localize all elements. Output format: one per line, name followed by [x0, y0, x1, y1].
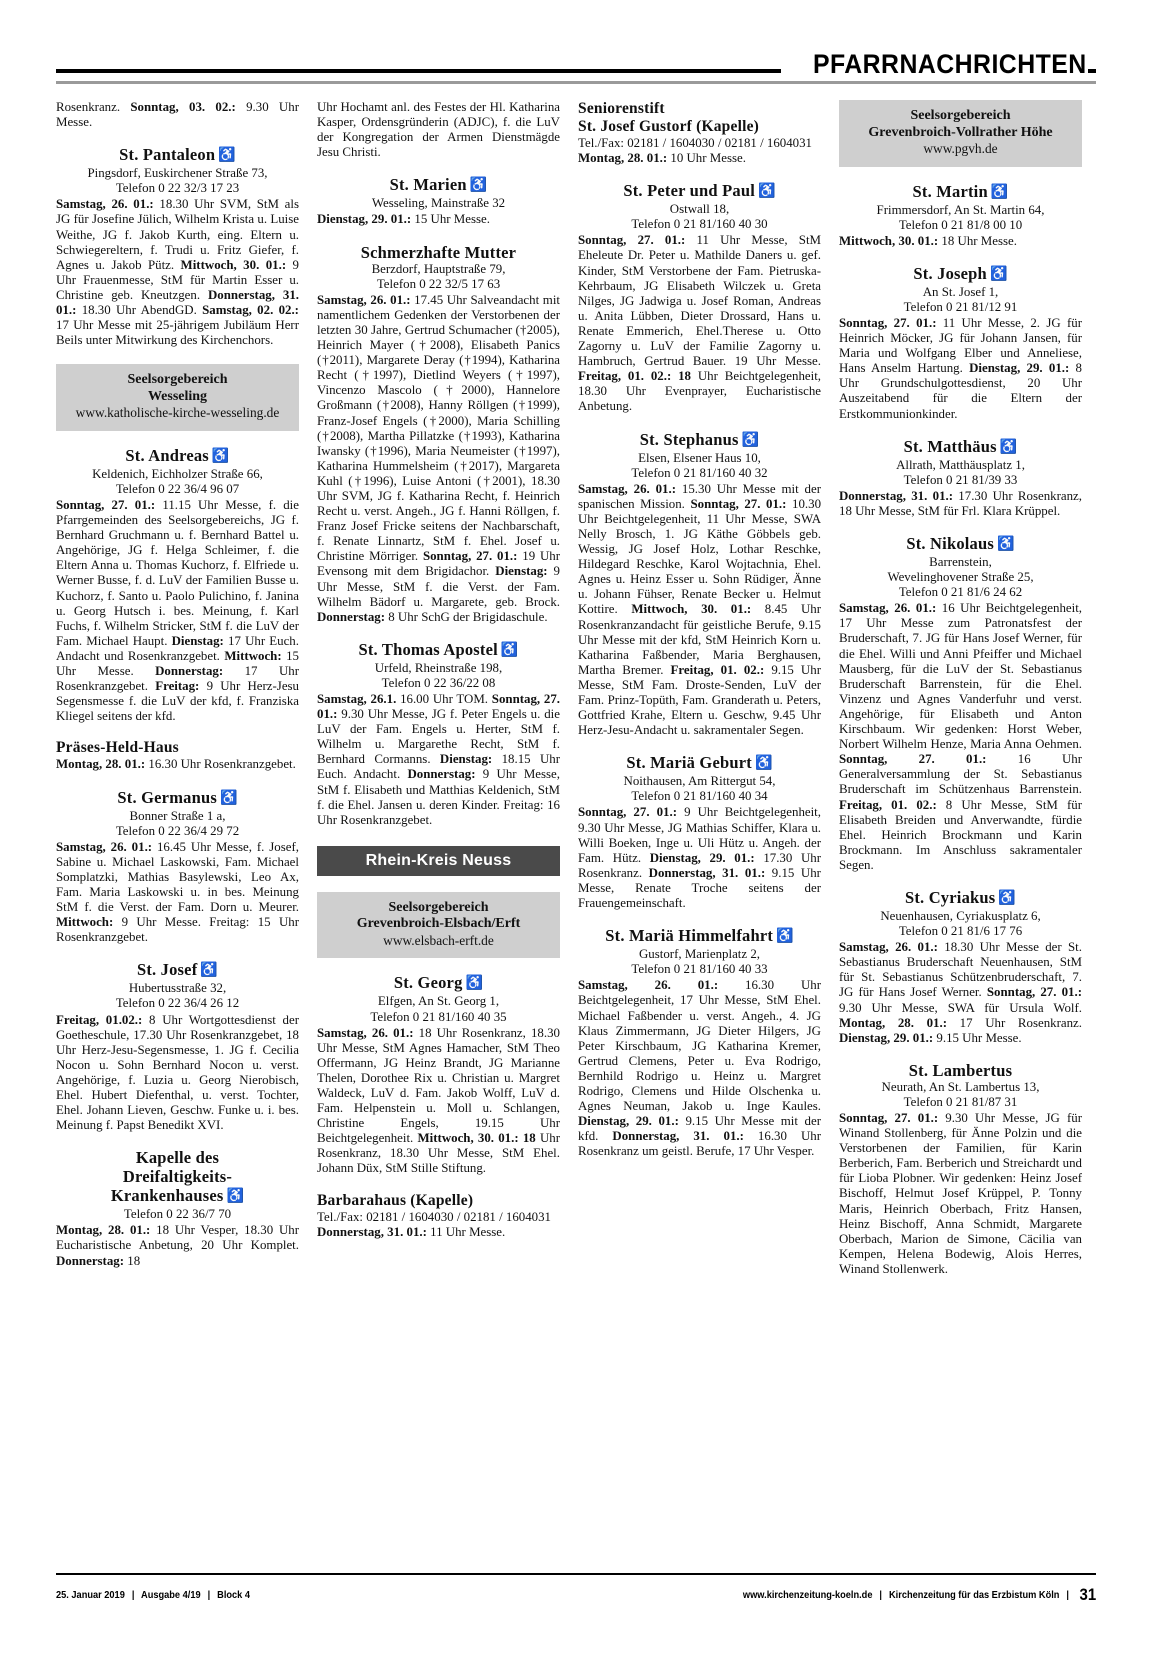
parish-heading: [839, 534, 1082, 600]
footer-separator-1: |: [131, 1589, 135, 1601]
service-schedule-paragraph: Samstag, 26. 01.: 16.30 Uhr Beichtgelegenheit, 17 Uhr Messe, StM Ehel. Michael Faßbender u. verst. Angeh., 4. JG Klaus Zimmermann, JG Dieter Hilgers, JG Peter Kirschbaum, JG Katharina Kremer, Gertrud Clemens, Peter u. Eva Rodrigo, Bernhild Rodrigo u. Heinz u. Margret Rodrigo, Clemens und Hilde Olschenka u. Agnes Neuman, Jakob u. Inge Kaules. Dienstag, 29. 01.: 9.15 Uhr Messe mit der kfd. Donnerstag, 31. 01.: 16.30 Uhr Rosenkranz um geistl. Berufe, 17 Uhr Vesper.: [578, 978, 821, 1159]
seelsorgebereich-website[interactable]: www.elsbach-erft.de: [383, 932, 494, 948]
service-schedule-paragraph: Montag, 28. 01.: 10 Uhr Messe.: [578, 151, 746, 166]
region-band: Rhein-Kreis Neuss: [317, 846, 560, 876]
service-schedule-paragraph: Sonntag, 27. 01.: 9.30 Uhr Messe, JG für Winand Stollenberg, für Änne Polzin und die Verstorbenen der Familien, für Karin Berberich, Fam. Berberich und Streichardt und für Lioba Plobner. Wir gedenken: Heinz Josef Bischoff, Helmut Josef Krüppel, P. Tonny Maris, Heinrich Oberbach, Fritz Hansen, Heinz Bischoff, Anna Schmidt, Margarete Oberbach, Marion de Simone, Cäcilia van Kempen, Helena Bodewig, Alois Herres, Winand Stollenwerk.: [839, 1111, 1082, 1276]
parish-name-text: St. Stephanus: [639, 429, 739, 449]
parish-phone: Telefon 0 22 36/22 08: [381, 675, 496, 690]
parish-address: Barrenstein,: [929, 555, 992, 569]
footer-right: [743, 1583, 1096, 1603]
parish-address: Wesseling, Mainstraße 32: [371, 196, 506, 211]
parish-heading: [317, 243, 560, 292]
parish-address: Urfeld, Rheinstraße 198,: [374, 660, 503, 675]
service-schedule-paragraph: Tel./Fax: 02181 / 1604030 / 02181 / 1604031: [578, 136, 812, 150]
seelsorgebereich-box: [56, 364, 299, 431]
parish-heading: [578, 926, 821, 977]
service-schedule-paragraph: Samstag, 26. 01.: 18.30 Uhr Messe der St. Sebastianus Bruderschaft Neuenhausen, StM für St. Sebastianus Schützenbruderschaft, 7. JG für Hans Josef Werner. Sonntag, 27. 01.: 9.30 Uhr Messe, SWA für Ursula Wolf. Montag, 28. 01.: 17 Uhr Rosenkranz. Dienstag, 29. 01.: 9.15 Uhr Messe.: [839, 940, 1082, 1045]
masthead-underline: [56, 81, 1096, 84]
wheelchair-accessible-icon: ♿: [758, 184, 776, 200]
parish-address: Allrath, Matthäusplatz 1,: [896, 457, 1025, 472]
parish-address: An St. Josef 1,: [922, 284, 999, 299]
wheelchair-accessible-icon: ♿: [741, 432, 760, 448]
parish-name: [839, 888, 1082, 909]
section-heading-line: Seniorenstift: [578, 100, 665, 117]
parish-heading: [839, 437, 1082, 488]
parish-name-text: St. Martin: [912, 181, 988, 201]
parish-address: Frimmersdorf, An St. Martin 64,: [876, 202, 1045, 217]
seelsorgebereich-website[interactable]: www.katholische-kirche-wesseling.de: [75, 405, 280, 421]
parish-address: Elsen, Elsener Haus 10,: [638, 450, 761, 465]
seelsorgebereich-label: Seelsorgebereich: [910, 108, 1011, 123]
wheelchair-accessible-icon: ♿: [218, 148, 236, 164]
parish-name: [56, 446, 299, 467]
parish-heading: [839, 888, 1082, 939]
wheelchair-accessible-icon: ♿: [999, 439, 1018, 455]
parish-name-text: St. Andreas: [125, 445, 209, 465]
masthead-rule-left: [56, 69, 781, 73]
parish-name-text: St. Josef: [136, 960, 198, 980]
parish-name-text: St. Cyriakus: [904, 887, 996, 907]
parish-name: [56, 1148, 299, 1207]
wheelchair-accessible-icon: ♿: [200, 963, 219, 979]
parish-phone: Telefon 0 21 81/6 24 62: [898, 585, 1023, 600]
parish-address: Gustorf, Marienplatz 2,: [639, 947, 760, 962]
wheelchair-accessible-icon: ♿: [465, 976, 484, 992]
footer-website[interactable]: www.kirchenzeitung-koeln.de: [742, 1589, 873, 1601]
section-heading: Präses-Held-Haus: [56, 739, 179, 757]
wheelchair-accessible-icon: ♿: [469, 178, 488, 194]
wheelchair-accessible-icon: ♿: [990, 184, 1009, 200]
parish-name: [56, 788, 299, 809]
parish-address: Elfgen, An St. Georg 1,: [377, 994, 500, 1009]
parish-name-text: St. Peter und Paul: [623, 181, 755, 201]
parish-name-text: St. Germanus: [117, 787, 217, 807]
parish-heading: [56, 1148, 299, 1222]
parish-name: [578, 753, 821, 774]
footer-separator-2: |: [207, 1589, 211, 1601]
footer-issue: Ausgabe 4/19: [141, 1589, 201, 1601]
page-number: 31: [1079, 1585, 1097, 1604]
wheelchair-accessible-icon: ♿: [776, 929, 794, 945]
parish-heading: [317, 640, 560, 691]
wheelchair-accessible-icon: ♿: [211, 448, 230, 464]
parish-address: Neuenhausen, Cyriakusplatz 6,: [880, 908, 1041, 923]
service-schedule-paragraph: Rosenkranz. Sonntag, 03. 02.: 9.30 Uhr Messe.: [56, 100, 299, 130]
service-schedule-paragraph: Donnerstag, 31. 01.: 11 Uhr Messe.: [317, 1224, 506, 1239]
footer-block: Block 4: [217, 1589, 251, 1601]
wheelchair-accessible-icon: ♿: [219, 790, 238, 806]
parish-name: [839, 534, 1082, 555]
parish-name: [578, 430, 821, 451]
footer-publication: Kirchenzeitung für das Erzbistum Köln: [889, 1589, 1060, 1601]
section-heading: [578, 100, 821, 136]
parish-phone: Telefon 0 21 81/160 40 33: [631, 962, 768, 977]
footer-date: 25. Januar 2019: [56, 1589, 125, 1601]
parish-name-text: St. Pantaleon: [119, 145, 216, 165]
wheelchair-accessible-icon: ♿: [997, 537, 1015, 552]
service-schedule-paragraph: Samstag, 26.1. 16.00 Uhr TOM. Sonntag, 27. 01.: 9.30 Uhr Messe, JG f. Peter Engels u. die LuV der Fam. Engels u. Herter, StM f. Wilhelm u. Margarethe Recht, StM f. Bernhard Cormanns. Dienstag: 18.15 Uhr Euch. Andacht. Donnerstag: 9 Uhr Messe, StM f. Elisabeth und Matthias Keldenich, StM f. die Ehel. Jansen u. deren Kinder. Freitag: 16 Uhr Rosenkranzgebet.: [317, 692, 560, 827]
service-schedule-paragraph: Samstag, 26. 01.: 18 Uhr Rosenkranz, 18.30 Uhr Messe, StM Agnes Hamacher, StM Theo Offermann, JG Heinz Brandt, JG Marianne Thelen, Dorothee Rix u. Christian u. Margret Waldeck, LuV d. Fam. Jakob Wolff, LuV d. Fam. Helpenstein u. Moll u. Schlangen, Christine Engels, 19.15 Uhr Beichtgelegenheit. Mittwoch, 30. 01.: 18 Uhr Rosenkranz, 18.30 Uhr Messe, StM Ehel. Johann Düx, StM Stille Stiftung.: [317, 1025, 560, 1176]
service-schedule-paragraph: Samstag, 26. 01.: 15.30 Uhr Messe mit der spanischen Mission. Sonntag, 27. 01.: 10.30 Uhr Beichtgelegenheit, 11 Uhr Messe, SWA Nelly Brosch, 1. JG Käthe Göbbels geb. Wessig, JG Josef Holz, Lothar Reschke, Hildegard Reschke, Karol Wojtachnia, Ehel. Agnes u. Heinz Esser u. Sohn Rüdiger, Änne u. Johann Fühser, Renate Becker u. Helmut Kottire. Mittwoch, 30. 01.: 8.45 Uhr Rosenkranzandacht für geistliche Berufe, 9.15 Uhr Messe mit der kfd, StM Heinrich Korn u. Katharina Faßbender, Maria Berghausen, Martha Bremer. Freitag, 01. 02.: 9.15 Uhr Messe, StM Fam. Droste-Senden, LuV der Fam. Prinz-Topüth, Fam. Granderath u. Peters, Gottfried Krahe, Eltern u. Geschw, 9.45 Uhr Herz-Jesu-Andacht u. sakramentaler Segen.: [578, 481, 821, 738]
column-4: [839, 100, 1082, 1492]
wheelchair-accessible-icon: ♿: [989, 266, 1008, 282]
parish-phone: Telefon 0 22 32/5 17 63: [376, 276, 501, 291]
parish-name-line: Dreifaltigkeits-: [122, 1167, 233, 1187]
page-footer: [56, 1583, 1096, 1603]
parish-heading: [839, 182, 1082, 233]
parish-phone: Telefon 0 21 81/87 31: [903, 1094, 1018, 1109]
service-schedule-paragraph: Donnerstag, 31. 01.: 17.30 Uhr Rosenkranz, 18 Uhr Messe, StM für Frl. Klara Krüppel.: [839, 488, 1082, 518]
parish-name-text: Schmerzhafte Mutter: [360, 242, 517, 262]
parish-name: [578, 181, 821, 202]
parish-name: [578, 926, 821, 947]
parish-name: [317, 973, 560, 994]
wheelchair-accessible-icon: ♿: [500, 642, 519, 658]
parish-address: Hubertusstraße 32,: [128, 981, 227, 996]
footer-rule: [56, 1573, 1096, 1575]
parish-name-text: St. Matthäus: [903, 436, 997, 456]
service-schedule-paragraph: Montag, 28. 01.: 18 Uhr Vesper, 18.30 Uhr Eucharistische Anbetung, 20 Uhr Komplet. Donnerstag: 18: [56, 1223, 299, 1268]
column-1: [56, 100, 299, 1492]
masthead-rule-right: [1088, 69, 1096, 73]
parish-name: [317, 175, 560, 196]
wheelchair-accessible-icon: ♿: [998, 890, 1017, 906]
parish-address: Bonner Straße 1 a,: [129, 808, 226, 823]
parish-name-text: St. Nikolaus: [906, 534, 995, 553]
section-heading-line: St. Josef Gustorf (Kapelle): [578, 118, 760, 135]
parish-heading: [317, 175, 560, 211]
service-schedule-paragraph: Uhr Hochamt anl. des Festes der Hl. Katharina Kasper, Ordensgründerin (ADJC), f. die LuV der Kongregation der Armen Dienstmägde Jesu Christi.: [317, 100, 560, 160]
service-schedule-paragraph: Sonntag, 27. 01.: 11 Uhr Messe, 2. JG für Heinrich Möcker, JG für Johann Jansen, für Maria und Wolfgang Elber und Anneliese, Hans Anselm Hartung. Dienstag, 29. 01.: 8 Uhr Grundschulgottesdienst, 20 Uhr Auszeitabend für die Eltern der Erstkommunionkinder.: [839, 315, 1082, 421]
parish-name-text: St. Marien: [389, 175, 467, 195]
seelsorgebereich-label: Seelsorgebereich: [388, 899, 489, 915]
parish-name-text: St. Mariä Himmelfahrt: [605, 926, 774, 946]
seelsorgebereich-website[interactable]: www.pgvh.de: [923, 141, 998, 156]
parish-phone: Telefon 0 22 32/3 17 23: [115, 181, 240, 196]
page-masthead: [56, 44, 1096, 86]
parish-phone: Telefon 0 21 81/160 40 35: [370, 1009, 507, 1024]
parish-heading: [317, 973, 560, 1024]
parish-address: Berzdorf, Hauptstraße 79,: [371, 261, 506, 276]
parish-phone: Telefon 0 22 36/4 26 12: [115, 996, 240, 1011]
parish-phone: Telefon 0 21 81/39 33: [903, 472, 1018, 487]
parish-name: [839, 182, 1082, 203]
service-schedule-paragraph: Freitag, 01.02.: 8 Uhr Wortgottesdienst der Goetheschule, 17.30 Uhr Rosenkranzgebet, 18 Uhr Herz-Jesu-Segensmesse, 1. JG f. Cecilia Nocon u. Sohn Bernhard Nocon u. verst. Angehörige, f. Luzia u. Georg Nierobisch, Ehel. Hubert Diefenthal, u. verst. Tochter, Ehel. Johann Lieven, Geschw. Funke u. i. bes. Meinung f. Papst Benedikt XVI.: [56, 1012, 299, 1133]
seelsorgebereich-box: [839, 100, 1082, 167]
parish-phone: Telefon 0 21 81/8 00 10: [898, 217, 1023, 232]
service-schedule-paragraph: Samstag, 26. 01.: 16.45 Uhr Messe, f. Josef, Sabine u. Michael Laskowski, Fam. Michael Somplatzki, Mathias Basylewski, Leo Ax, Fam. Maria Laskowski u. in bes. Meinung StM f. die Verst. der Fam. Dorn u. Meurer. Mittwoch: 9 Uhr Messe. Freitag: 15 Uhr Rosenkranzgebet.: [56, 839, 299, 945]
column-container: [56, 100, 1100, 1492]
service-schedule-paragraph: Mittwoch, 30. 01.: 18 Uhr Messe.: [839, 233, 1017, 248]
parish-address: Noithausen, Am Rittergut 54,: [623, 774, 776, 789]
column-2: [317, 100, 560, 1492]
parish-phone: Telefon 0 22 36/4 96 07: [115, 481, 240, 496]
parish-name-line: Kapelle des: [135, 1148, 220, 1168]
parish-address: Keldenich, Eichholzer Straße 66,: [92, 466, 263, 481]
parish-name: [839, 264, 1082, 285]
seelsorgebereich-label: Seelsorgebereich: [127, 372, 228, 388]
parish-address: Pingsdorf, Euskirchener Straße 73,: [87, 166, 268, 181]
service-schedule-paragraph: Tel./Fax: 02181 / 1604030 / 02181 / 1604031: [317, 1209, 551, 1224]
footer-separator-3: |: [879, 1589, 883, 1601]
parish-heading: [56, 788, 299, 839]
parish-name-text: St. Joseph: [913, 263, 987, 283]
parish-phone: Telefon 0 21 81/160 40 30: [631, 217, 768, 232]
parish-phone: Telefon 0 21 81/6 17 76: [898, 924, 1023, 939]
footer-left: [56, 1589, 250, 1601]
seelsorgebereich-name: Grevenbroich-Vollrather Höhe: [868, 124, 1053, 140]
parish-name-text: St. Thomas Apostel: [358, 639, 498, 659]
parish-heading: [578, 181, 821, 232]
wheelchair-accessible-icon: ♿: [226, 1189, 245, 1205]
parish-name: [317, 243, 560, 262]
parish-name: [839, 437, 1082, 458]
service-schedule-paragraph: Samstag, 26. 01.: 17.45 Uhr Salveandacht mit namentlichem Gedenken der Verstorbenen der letzten 30 Jahre, Gertrud Schumacher (†2005), Heinrich Mayer (†2008), Elisabeth Panics (†2011), Margarete Deray (†1994), Katharina Recht (†1997), Dietlind Weyers (†1997), Vincenzo Mascolo (†2000), Hannelore Großmann (†2008), Hanny Röllgen (†1999), Franz-Josef Engels (†2000), Maria Schilling (†2008), Martha Pillatzke (†1993), Katharina Iwansky (†1996), Maria Neumeister (†1997), Katharina Hummelsheim (†2017), Margareta Kuhl (†1996), Luise Antoni (†2001), 18.30 Uhr SVM, JG f. Katharina Recht, f. Heinrich Recht u. verst. Angeh., JG f. Hanni Röllgen, f. Franz Josef Fricke seitens der Nachbarschaft, f. Renate Linnartz, StM f. Ehel. Josef u. Christine Mörriger. Sonntag, 27. 01.: 19 Uhr Evensong mit dem Brigidachor. Dienstag: 9 Uhr Messe, StM f. die Verst. der Fam. Wilhelm Bädorf u. Margarete, geb. Brock. Donnerstag: 8 Uhr SchG der Brigidaschule.: [317, 292, 560, 624]
footer-separator-4: |: [1066, 1589, 1070, 1601]
parish-heading: [839, 1061, 1082, 1110]
parish-heading: [578, 753, 821, 804]
wheelchair-accessible-icon: ♿: [754, 756, 773, 772]
service-schedule-paragraph: Montag, 28. 01.: 16.30 Uhr Rosenkranzgebet.: [56, 757, 296, 772]
parish-phone: Telefon 0 21 81/12 91: [903, 299, 1018, 314]
parish-heading: [578, 430, 821, 481]
seelsorgebereich-box: [317, 892, 560, 959]
parish-heading: [839, 264, 1082, 315]
parish-phone: Telefon 0 21 81/160 40 32: [631, 465, 768, 480]
parish-name: [56, 960, 299, 981]
parish-heading: [56, 446, 299, 497]
seelsorgebereich-name: Wesseling: [147, 388, 208, 404]
service-schedule-paragraph: Sonntag, 27. 01.: 11 Uhr Messe, StM Eheleute Dr. Peter u. Mathilde Daners u. gef. Kinder, StM Verstorbene der Fam. Pietruska-Kehrbaum, JG Elisabeth Wilczek u. Greta Nilges, JG Jadwiga u. Josef Roman, Andreas u. Anita Lübben, Dieter Drossard, Hans u. Renate Emmerich, Ehel.Therese u. Otto Zagorny u. LuV der Familie Zagorny u. Hambruch, Gertrud Bauer. 19 Uhr Messe. Freitag, 01. 02.: 18 Uhr Beichtgelegenheit, 18.30 Uhr Evenprayer, Eucharistische Anbetung.: [578, 233, 821, 414]
parish-name: [56, 145, 299, 166]
parish-address: Neurath, An St. Lambertus 13,: [881, 1079, 1040, 1094]
service-schedule-paragraph: Sonntag, 27. 01.: 9 Uhr Beichtgelegenheit, 9.30 Uhr Messe, JG Mathias Schiffer, Klara u. Willi Boeken, Inge u. Uli Hütz u. Angeh. der Fam. Hütz. Dienstag, 29. 01.: 17.30 Uhr Rosenkranz. Donnerstag, 31. 01.: 9.15 Uhr Messe, Renate Troche seitens der Frauengemeinschaft.: [578, 805, 821, 911]
parish-phone: Telefon 0 21 81/160 40 34: [631, 789, 768, 804]
masthead-rule-row: [56, 44, 1096, 78]
parish-phone: Telefon 0 22 36/7 70: [123, 1207, 232, 1222]
service-schedule-paragraph: Dienstag, 29. 01.: 15 Uhr Messe.: [317, 212, 490, 227]
parish-name-text: St. Mariä Geburt: [626, 753, 752, 773]
parish-address: Ostwall 18,: [669, 202, 730, 217]
seelsorgebereich-name: Grevenbroich-Elsbach/Erft: [356, 916, 521, 932]
parish-heading: [56, 145, 299, 196]
parish-phone: Telefon 0 22 36/4 29 72: [115, 823, 240, 838]
section-heading: Barbarahaus (Kapelle): [317, 1191, 474, 1209]
parish-heading: [56, 960, 299, 1011]
parish-name-text: St. Georg: [393, 973, 463, 993]
parish-name: [317, 640, 560, 661]
parish-name-text: St. Lambertus: [908, 1060, 1013, 1080]
page-title: PFARRNACHRICHTEN: [812, 49, 1087, 79]
parish-name: [839, 1061, 1082, 1080]
column-3: [578, 100, 821, 1492]
service-schedule-paragraph: Sonntag, 27. 01.: 11.15 Uhr Messe, f. die Pfarrgemeinden des Seelsorgebereichs, JG f. Bernhard Gruchmann u. f. Bernhard Battel u. Angehörige, JG f. Helga Schleimer, f. die Eltern Anna u. Thomas Kuchorz, f. Elfriede u. Werner Busse, f. d. LuV der Familien Busse u. Kuchorz, f. Santo u. Paolo Pulichino, f. Janina u. Georg Hutsch i. bes. Meinung, f. Karl Fuchs, f. Wilhelm Stricker, StM f. die LuV der Fam. Michael Haupt. Dienstag: 17 Uhr Euch. Andacht und Rosenkranzgebet. Mittwoch: 15 Uhr Messe. Donnerstag: 17 Uhr Rosenkranzgebet. Freitag: 9 Uhr Herz-Jesu Segensmesse f. die LuV der kfd, f. Franziska Kliegel seitens der kfd.: [56, 498, 299, 724]
service-schedule-paragraph: Samstag, 26. 01.: 18.30 Uhr SVM, StM als JG für Josefine Jülich, Wilhelm Krista u. Luise Weithe, JG f. Jakob Kurth, eing. Eltern u. Schwiegereltern, f. Trudi u. Fritz Giefer, f. Agnes u. Jakob Pütz. Mittwoch, 30. 01.: 9 Uhr Frauenmesse, StM für Martin Esser u. Christine geb. Kneutzgen. Donnerstag, 31. 01.: 18.30 Uhr AbendGD. Samstag, 02. 02.: 17 Uhr Messe mit 25-jährigem Jubiläum Herr Beils unter Mitwirkung des Kirchenchors.: [56, 197, 299, 348]
service-schedule-paragraph: Samstag, 26. 01.: 16 Uhr Beichtgelegenheit, 17 Uhr Messe zum Patronatsfest der Bruderschaft, 7. JG für Hans Josef Werner, für die Ehel. Willi und Anni Pfeiffer und Michael Mausberg, für die LuV der St. Sebastianus Bruderschaft Barrenstein, für die Ehel. Vinzenz und Agnes Vanderfuhr und verst. Angehörige, für Elisabeth und Anton Kirschbaum. Wir gedenken: Horst Weber, Norbert Wilhelm Henze, Maria Anna Oehmen. Sonntag, 27. 01.: 16 Uhr Generalversammlung der St. Sebastianus Bruderschaft im Schützenhaus Barrenstein. Freitag, 01. 02.: 8 Uhr Messe, StM für Elisabeth Breiden und Anverwandte, fürdie Ehel. Heinrich Brockmann und Karin Brockmann. Im Anschluss sakramentaler Segen.: [839, 601, 1082, 872]
parish-address: Wevelinghovener Straße 25,: [887, 570, 1034, 585]
parish-name-line: Krankenhauses ♿: [110, 1186, 245, 1206]
